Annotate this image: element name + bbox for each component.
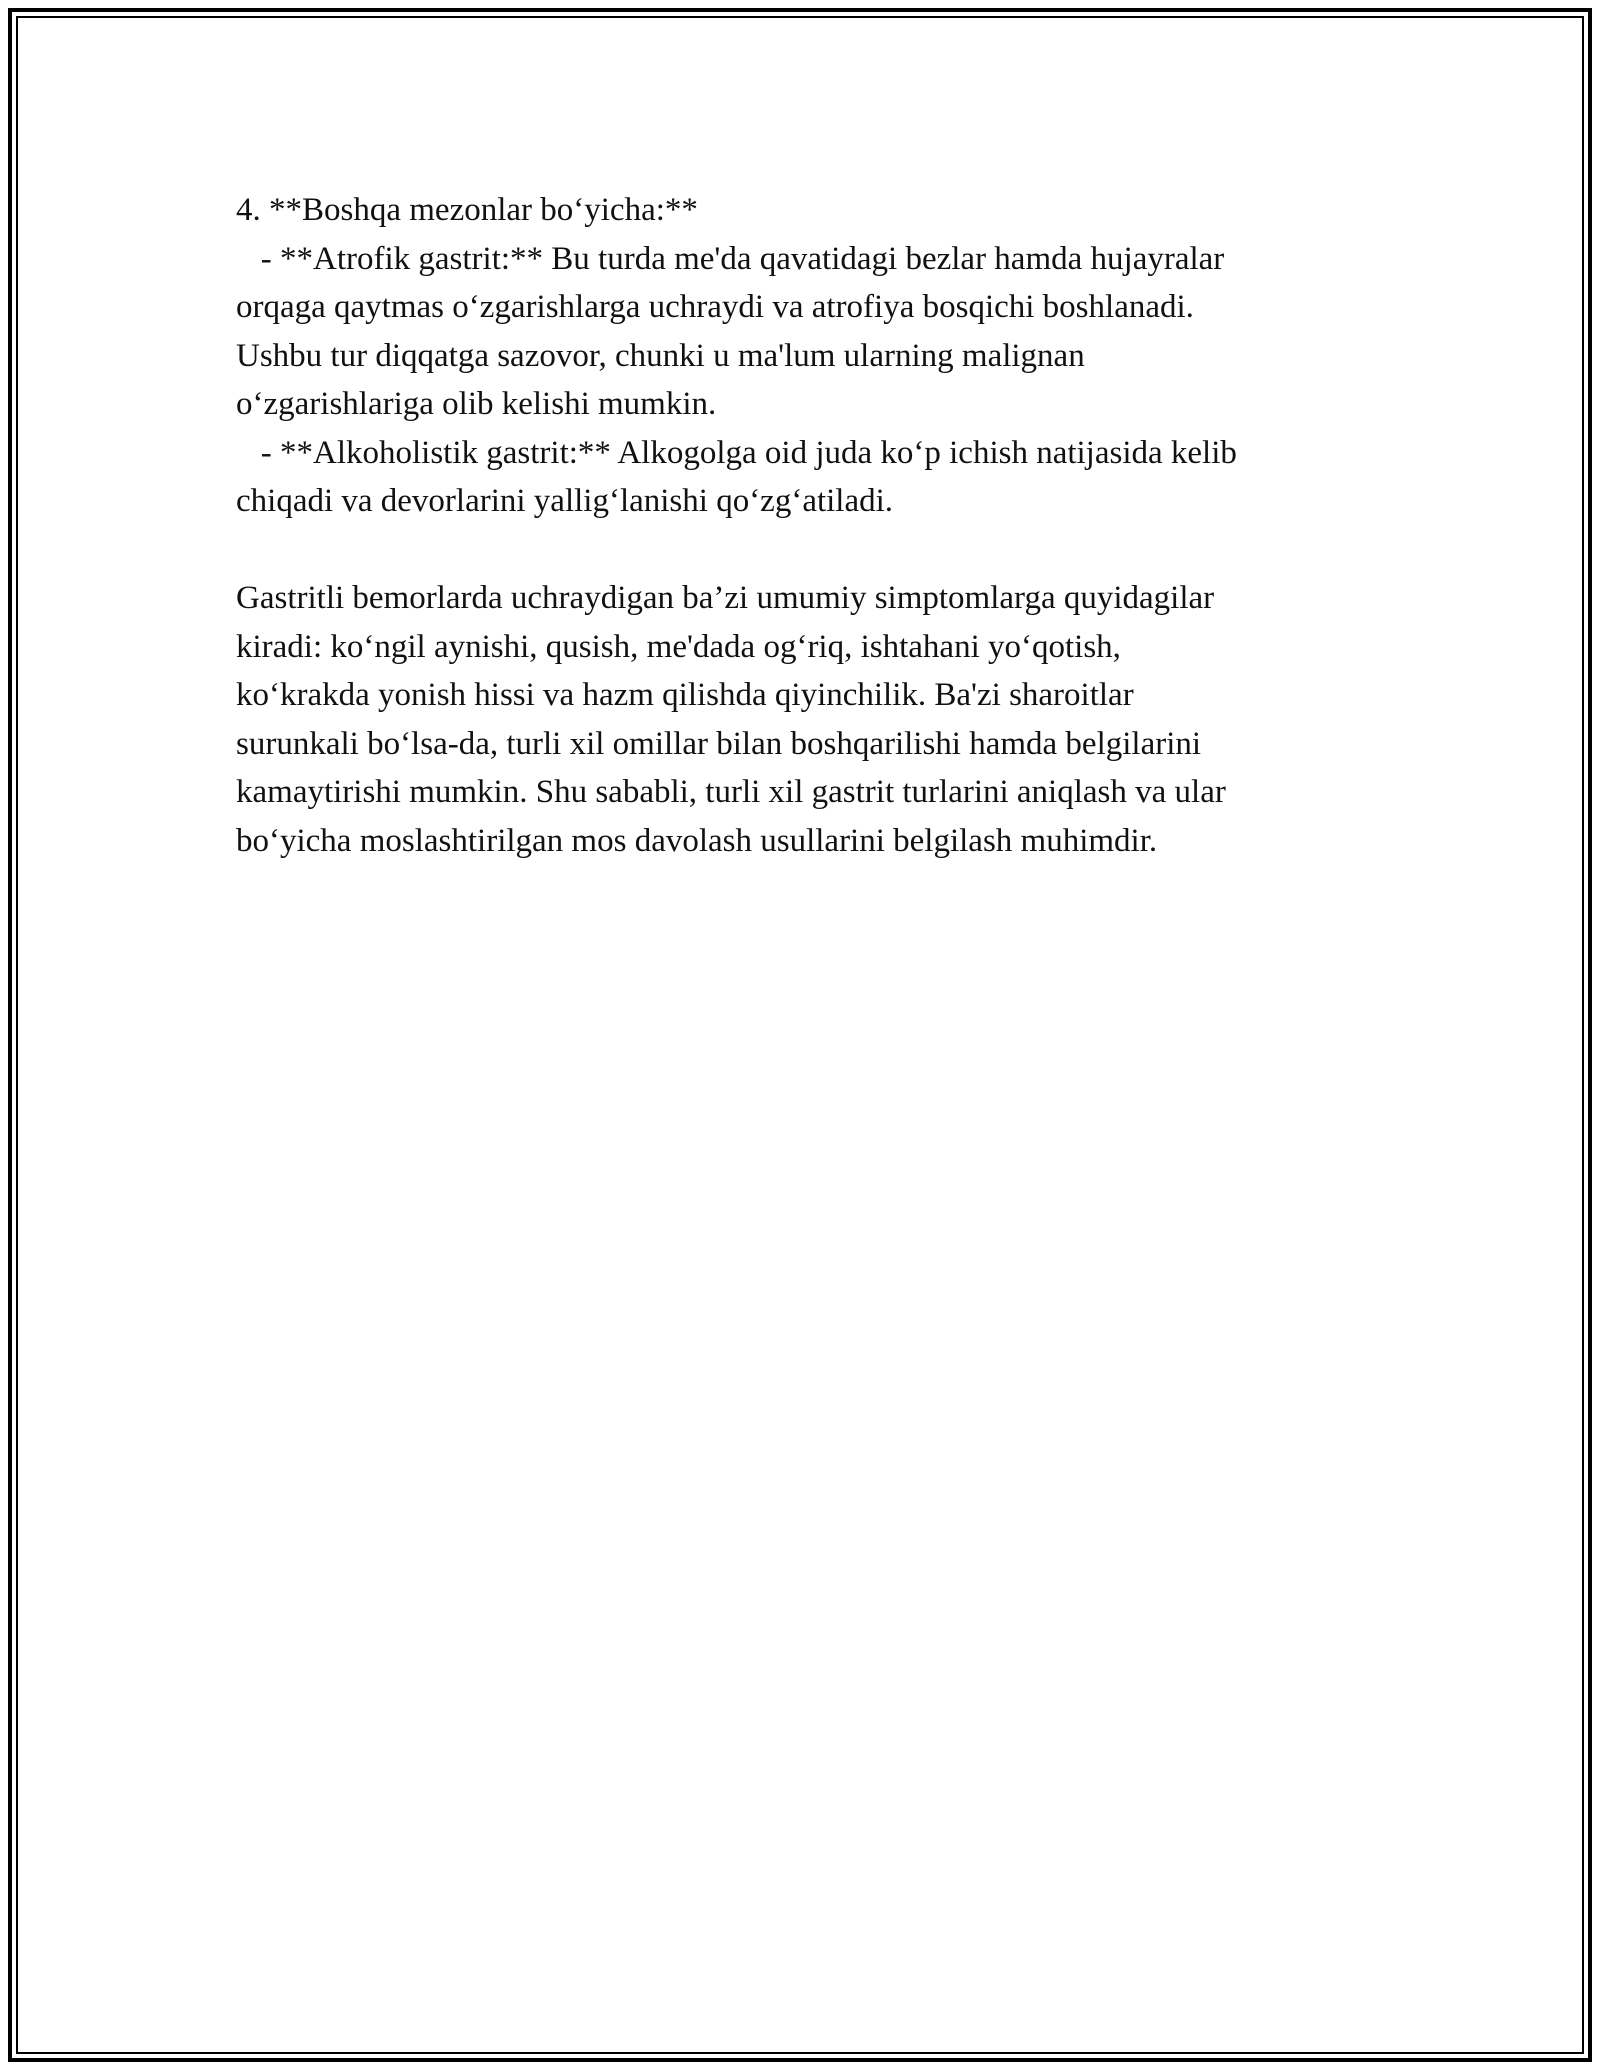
document-body bbox=[236, 186, 1376, 865]
atrophic-gastritis-line-1: - **Atrofik gastrit:** Bu turda me'da qavatidagi bezlar hamda hujayralar bbox=[236, 240, 1225, 277]
symptoms-line-1: Gastritli bemorlarda uchraydigan ba’zi umumiy simptomlarga quyidagilar bbox=[236, 580, 1215, 616]
classification-section bbox=[236, 186, 1376, 526]
section-heading: 4. **Boshqa mezonlar bo‘yicha:** bbox=[236, 192, 698, 228]
atrophic-gastritis-line-2: orqaga qaytmas o‘zgarishlarga uchraydi va atrofiya bosqichi boshlanadi. bbox=[236, 289, 1194, 325]
symptoms-line-5: kamaytirishi mumkin. Shu sababli, turli xil gastrit turlarini aniqlash va ular bbox=[236, 774, 1226, 810]
alcoholic-gastritis-line-2: chiqadi va devorlarini yallig‘lanishi qo‘zg‘atiladi. bbox=[236, 483, 894, 519]
alcoholic-gastritis-line-1: - **Alkoholistik gastrit:** Alkogolga oid juda ko‘p ichish natijasida kelib bbox=[236, 434, 1237, 471]
symptoms-line-4: surunkali bo‘lsa-da, turli xil omillar bilan boshqarilishi hamda belgilarini bbox=[236, 725, 1202, 762]
atrophic-gastritis-line-3: Ushbu tur diqqatga sazovor, chunki u ma'lum ularning malignan bbox=[236, 337, 1085, 374]
symptoms-line-3: ko‘krakda yonish hissi va hazm qilishda qiyinchilik. Ba'zi sharoitlar bbox=[236, 677, 1134, 713]
symptoms-line-6: bo‘yicha moslashtirilgan mos davolash usullarini belgilash muhimdir. bbox=[236, 822, 1158, 859]
symptoms-paragraph bbox=[236, 574, 1376, 865]
symptoms-line-2: kiradi: ko‘ngil aynishi, qusish, me'dada og‘riq, ishtahani yo‘qotish, bbox=[236, 628, 1121, 665]
atrophic-gastritis-line-4: o‘zgarishlariga olib kelishi mumkin. bbox=[236, 386, 717, 422]
paragraph-spacer bbox=[236, 526, 1376, 575]
